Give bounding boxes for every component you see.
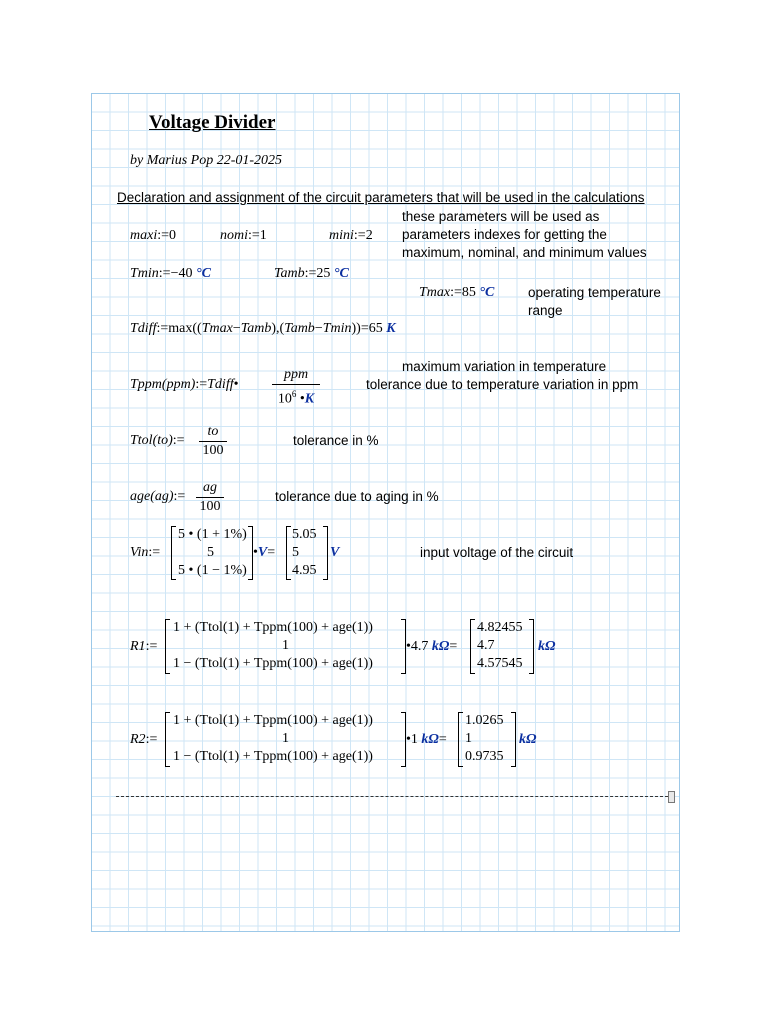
r1-row-3: 1 − (Ttol(1) + Tppm(100) + age(1)) (173, 656, 373, 671)
tmax-note (528, 284, 661, 320)
age-denominator: 100 (199, 499, 221, 514)
r1-factor: •4.7 kΩ= (406, 639, 458, 654)
vin-result-2: 5 (292, 545, 299, 560)
declaration-text: Declaration and assignment of the circuit parameters that will be used in the calculations (117, 190, 645, 205)
ttol-numerator: to (207, 424, 219, 439)
mini-definition: mini:=2 (329, 228, 373, 243)
tppm-note (366, 358, 638, 394)
r2-row-3: 1 − (Ttol(1) + Tppm(100) + age(1)) (173, 749, 373, 764)
r1-result-1: 4.82455 (477, 620, 523, 635)
tppm-fraction (272, 366, 320, 409)
vin-lhs: Vin:= (130, 545, 161, 560)
vin-input-matrix (171, 526, 253, 580)
r2-expression-matrix (165, 712, 406, 767)
vin-result-3: 4.95 (292, 563, 317, 578)
r1-row-2: 1 (282, 638, 289, 653)
ttol-fraction (199, 423, 227, 460)
region-separator-line (116, 796, 668, 797)
tppm-denominator: $10^6$ •K (277, 389, 315, 407)
tppm-note-line-1: maximum variation in temperature (402, 359, 607, 374)
r2-row-2: 1 (282, 731, 289, 746)
ttol-note: tolerance in % (293, 433, 379, 448)
page-title: Voltage Divider (149, 112, 276, 133)
r1-expression-matrix (165, 619, 406, 674)
vin-row-3: 5 • (1 − 1%) (178, 563, 247, 578)
r1-result-unit: kΩ (538, 639, 556, 654)
index-note-line-1: these parameters will be used as (402, 209, 600, 224)
index-note-line-2: parameters indexes for getting the (402, 227, 607, 242)
vin-row-2: 5 (207, 545, 214, 560)
vin-result-unit: V (330, 545, 340, 560)
r2-result-matrix (458, 712, 516, 767)
r1-result-2: 4.7 (477, 638, 495, 653)
r2-factor: •1 kΩ= (406, 732, 447, 747)
tmin-definition: Tmin:=−40 °C (130, 266, 211, 281)
tdiff-definition: Tdiff:=max((Tmax−Tamb),(Tamb−Tmin))=65 K (130, 321, 396, 336)
r1-result-3: 4.57545 (477, 656, 523, 671)
tmax-note-line-1: operating temperature (528, 285, 661, 300)
index-note-line-3: maximum, nominal, and minimum values (402, 245, 647, 260)
ttol-lhs: Ttol(to):= (130, 433, 185, 448)
maxi-definition: maxi:=0 (130, 228, 177, 243)
tppm-note-line-2: tolerance due to temperature variation in ppm (366, 377, 639, 392)
nomi-definition: nomi:=1 (220, 228, 267, 243)
vin-note: input voltage of the circuit (420, 545, 574, 560)
region-end-handle[interactable] (668, 791, 675, 803)
tppm-numerator: ppm (283, 367, 309, 382)
age-lhs: age(ag):= (130, 489, 186, 504)
vin-result-1: 5.05 (292, 527, 317, 542)
tmax-definition: Tmax:=85 °C (419, 285, 495, 300)
r1-lhs: R1:= (130, 639, 158, 654)
r2-result-1: 1.0265 (465, 713, 504, 728)
ttol-denominator: 100 (202, 443, 224, 458)
r2-result-3: 0.9735 (465, 749, 504, 764)
r2-lhs: R2:= (130, 732, 158, 747)
r2-result-2: 1 (465, 731, 472, 746)
index-note (402, 208, 647, 262)
r2-row-1: 1 + (Ttol(1) + Tppm(100) + age(1)) (173, 713, 373, 728)
r1-result-matrix (470, 619, 534, 674)
vin-unit-factor: •V= (253, 545, 276, 560)
tamb-definition: Tamb:=25 °C (274, 266, 349, 281)
r1-row-1: 1 + (Ttol(1) + Tppm(100) + age(1)) (173, 620, 373, 635)
tmax-note-line-2: range (528, 303, 563, 318)
author-line: by Marius Pop 22-01-2025 (130, 153, 283, 168)
r2-result-unit: kΩ (519, 732, 537, 747)
vin-result-matrix (286, 526, 328, 580)
age-note: tolerance due to aging in % (275, 489, 439, 504)
age-numerator: ag (203, 480, 217, 495)
age-fraction (196, 479, 224, 516)
vin-row-1: 5 • (1 + 1%) (178, 527, 247, 542)
tppm-lhs: Tppm(ppm):=Tdiff• (130, 377, 239, 392)
